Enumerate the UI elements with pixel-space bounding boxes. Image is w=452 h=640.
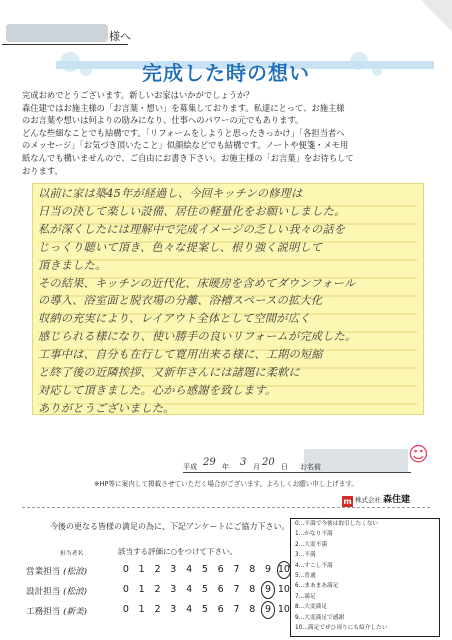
publication-note: ※HP等に案内して掲載させていただく場合がございます。よろしくお願い申し上げます。 [94, 480, 358, 488]
score-option[interactable]: 0 [122, 604, 129, 615]
salutation: 様へ [109, 30, 131, 43]
score-option[interactable]: 4 [186, 584, 193, 595]
page-title: 完成した時の想い [142, 61, 310, 85]
legend-item: 9…大変満足で感謝 [295, 614, 345, 621]
column-hint: 該当する評価に○をつけて下さい。 [118, 547, 238, 556]
legend-item: 10…満足でぜひ周りにも紹介したい [295, 625, 388, 632]
company-prefix: 株式会社 [355, 496, 381, 504]
score-scale-sales [118, 564, 292, 575]
score-option[interactable]: 6 [217, 564, 224, 575]
legend-item: 6…まあまあ満足 [295, 583, 339, 590]
rating-legend [290, 518, 440, 637]
date-day-unit: 日 [281, 463, 288, 471]
score-option[interactable]: 7 [233, 604, 240, 615]
score-option[interactable]: 3 [170, 584, 177, 595]
person-name: (松浪) [63, 567, 88, 577]
handwritten-message: 以前に家は築45年が経過し、今回キッチンの修理は 日当の決して楽しい設備、居住の軽量化をお願いしました。 私が深くしたには理解中で完成イメージの乏しい我々の話を じっくり聴いて頂き、色々な提案し、根り強く説明して 頂きました。 その結果、キッチンの近代化、床暖房を含めてダウンフォール の導入、浴室面と脱衣場の分離、浴槽スペースの拡大化 収納の充実により、レイアウト全体として空間が広く 感じられる様になり、使い勝手の良いリフォームが完成した。 工事中は、自分も在行して寛用出来る様に、工期の短縮 と終了後の近隣挨拶、又新年さんには諸題に柔軟に 対応して頂きました。心から感謝を致します。 ありがとうございました。 [38, 187, 357, 415]
score-option[interactable]: 8 [249, 564, 256, 575]
company-signature [342, 492, 410, 507]
company-logo-icon: m [343, 497, 352, 506]
score-option[interactable]: 1 [138, 584, 145, 595]
score-option[interactable]: 1 [138, 564, 145, 575]
score-option[interactable]: 8 [249, 604, 256, 615]
date-day: 20 [262, 457, 275, 468]
score-option[interactable]: 0 [122, 584, 129, 595]
section-divider [22, 507, 430, 508]
intro-text: 完成おめでとうございます。新しいお家はいかがでしょうか？ 森住建ではお施主様の「お言葉・想い」を募集しております。私達にとって、お施主様 のお言葉や想いは何よりの励みになり、仕事へのパワーの元でもあります。 どんな些細なことでも結構です。「リフォームをしようと思ったきっかけ」「各担当者へ のメッセージ」「お気づき頂いたこと」似顔絵などでも結構です。ノートや便箋・メモ用 紙なんでも構いませんので、ご自由にお書き下さい。お施主様の「お言葉」をお待ちして おります。 [22, 90, 354, 176]
score-option[interactable]: 2 [154, 604, 161, 615]
score-scale-construction [118, 604, 292, 615]
score-option[interactable]: 7 [233, 564, 240, 575]
date-year: 29 [203, 457, 216, 468]
person-name: (松浪) [63, 587, 88, 597]
score-option[interactable]: 0 [122, 564, 129, 575]
score-option[interactable]: 3 [170, 564, 177, 575]
smiley-doodle-icon: ☺ [408, 442, 429, 466]
score-option[interactable]: 6 [217, 584, 224, 595]
score-option[interactable]: 4 [186, 604, 193, 615]
legend-item: 3…不満 [295, 552, 316, 559]
score-option-selected[interactable]: 9 [260, 584, 276, 595]
score-option-selected[interactable]: 10 [277, 564, 290, 575]
role-label: 設計担当 [26, 587, 61, 597]
score-option[interactable]: 7 [233, 584, 240, 595]
score-option[interactable]: 3 [170, 604, 177, 615]
page-fold-corner [422, 0, 452, 34]
legend-item: 1…かなり不満 [295, 531, 333, 538]
legend-item: 4…すこし不満 [295, 562, 333, 569]
score-scale-design [118, 584, 292, 595]
survey-heading: 今後の更なる皆様の満足の為に、下記アンケートにご協力下さい。 [50, 522, 290, 531]
score-option[interactable]: 10 [277, 584, 290, 595]
legend-item: 7…満足 [295, 593, 316, 600]
date-year-unit: 年 [222, 463, 229, 471]
score-option[interactable]: 9 [265, 564, 272, 575]
survey-row-sales [26, 565, 87, 577]
person-name: (新美) [63, 607, 88, 617]
legend-item: 2…大変不満 [295, 541, 328, 548]
date-underline [183, 472, 411, 473]
score-option[interactable]: 2 [154, 584, 161, 595]
legend-item: 5…普通 [295, 573, 316, 580]
date-month-unit: 月 [253, 463, 260, 471]
survey-row-design [26, 585, 87, 597]
score-option[interactable]: 8 [249, 584, 256, 595]
legend-item: 8…大変満足 [295, 604, 328, 611]
score-option[interactable]: 1 [138, 604, 145, 615]
column-person: 担当者名 [60, 551, 84, 557]
score-option[interactable]: 5 [201, 604, 208, 615]
score-option[interactable]: 4 [186, 564, 193, 575]
date-month: 3 [240, 457, 247, 468]
legend-item: 0…不満で今後は取引したくない [295, 521, 379, 527]
score-option[interactable]: 10 [277, 604, 290, 615]
score-option[interactable]: 5 [201, 584, 208, 595]
name-label: お名前 [300, 463, 321, 471]
company-name: 森住建 [383, 495, 411, 505]
score-option[interactable]: 6 [217, 604, 224, 615]
survey-row-construction [26, 605, 87, 617]
role-label: 工務担当 [26, 607, 61, 617]
score-option-selected[interactable]: 9 [260, 604, 276, 615]
score-option[interactable]: 2 [154, 564, 161, 575]
role-label: 営業担当 [26, 567, 61, 577]
date-era: 平成 [183, 463, 197, 471]
score-option[interactable]: 5 [201, 564, 208, 575]
